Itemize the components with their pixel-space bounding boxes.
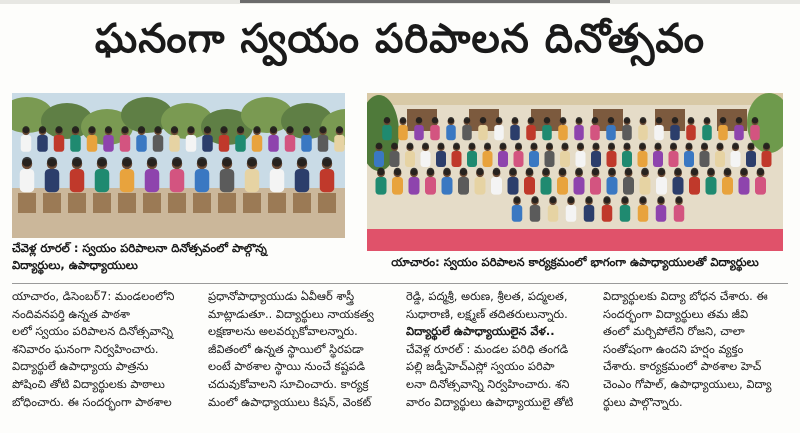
- article-column-2: [208, 288, 396, 428]
- person-body: [545, 151, 555, 167]
- person-body: [409, 177, 420, 195]
- person-body: [686, 125, 696, 140]
- article-line: చదువుకోవాలని సూచించారు. కార్యక్ర: [208, 376, 369, 391]
- article-line: జీవితంలో ఉన్నత స్థాయిలో స్థిరపడా: [208, 341, 364, 356]
- chair: [243, 193, 261, 213]
- person-hair: [480, 117, 486, 123]
- person-hair: [717, 143, 724, 150]
- person-hair: [732, 143, 739, 150]
- article-line: యాచారం, డిసెంబర్7: మండలంలోని: [12, 289, 175, 303]
- person-body: [560, 151, 570, 167]
- person-hair: [147, 157, 157, 167]
- person-hair: [322, 157, 332, 167]
- person-hair: [674, 168, 681, 175]
- person-hair: [624, 143, 631, 150]
- person-body: [750, 125, 760, 140]
- person-body: [602, 205, 613, 222]
- person-hair: [724, 168, 731, 175]
- person-body: [491, 177, 502, 195]
- chair: [43, 193, 61, 213]
- person-body: [620, 205, 631, 222]
- person-body: [674, 205, 685, 222]
- article-line: సుధారాణి, లక్ష్మణ్ తదితరులున్నారు.: [406, 306, 568, 321]
- person-hair: [531, 196, 538, 203]
- article-line: సందర్భంగా విద్యార్థులు తమ జీవి: [603, 306, 749, 321]
- person-body: [414, 125, 424, 140]
- person-hair: [655, 143, 662, 150]
- person-body: [103, 135, 114, 152]
- person-hair: [121, 126, 128, 133]
- person-body: [755, 177, 766, 195]
- article-line: బోధించారు. ఈ సందర్భంగా పాఠశాల: [12, 394, 172, 409]
- person-hair: [752, 117, 758, 123]
- person-hair: [592, 168, 599, 175]
- article-line: మాట్లాడుతూ.. విద్యార్థులు నాయకత్వ: [208, 306, 374, 321]
- red-floor: [367, 229, 783, 251]
- person-body: [584, 205, 595, 222]
- person-hair: [253, 126, 260, 133]
- person-body: [458, 177, 469, 195]
- person-hair: [720, 117, 726, 123]
- person-body: [654, 125, 664, 140]
- person-hair: [22, 126, 29, 133]
- person-hair: [546, 143, 553, 150]
- person-body: [622, 151, 632, 167]
- person-body: [475, 177, 486, 195]
- person-body: [574, 125, 584, 140]
- person-hair: [704, 117, 710, 123]
- article-line: తంలో మర్చిపోలేని రోజని, చాలా: [603, 324, 745, 339]
- person-body: [557, 177, 568, 195]
- person-hair: [286, 126, 293, 133]
- person-body: [669, 151, 679, 167]
- person-hair: [512, 117, 518, 123]
- person-hair: [531, 143, 538, 150]
- person-hair: [464, 117, 470, 123]
- person-body: [169, 135, 180, 152]
- person-hair: [39, 126, 46, 133]
- article-line: ర్థులు పాల్గొన్నారు.: [603, 394, 683, 409]
- person-body: [548, 205, 559, 222]
- person-hair: [639, 196, 646, 203]
- person-body: [715, 151, 725, 167]
- person-hair: [593, 143, 600, 150]
- chair: [18, 193, 36, 213]
- person-body: [87, 135, 98, 152]
- person-hair: [656, 117, 662, 123]
- person-body: [268, 135, 279, 152]
- person-body: [145, 169, 160, 192]
- top-border: [0, 0, 800, 4]
- person-body: [623, 177, 634, 195]
- person-body: [452, 151, 462, 167]
- person-hair: [484, 143, 491, 150]
- person-hair: [272, 157, 282, 167]
- person-body: [45, 169, 60, 192]
- person-hair: [22, 157, 32, 167]
- person-hair: [513, 196, 520, 203]
- article-line: పల్లి జడ్పీహెచ్ఎస్లో స్వయం పరిపా: [406, 359, 555, 374]
- article-column-4: [603, 288, 788, 428]
- person-body: [498, 151, 508, 167]
- person-body: [202, 135, 213, 152]
- person-hair: [88, 126, 95, 133]
- group-photo-right: [367, 93, 783, 251]
- person-body: [270, 169, 285, 192]
- person-hair: [55, 126, 62, 133]
- person-body: [673, 177, 684, 195]
- person-body: [638, 205, 649, 222]
- roof-band: [367, 93, 783, 105]
- person-hair: [460, 168, 467, 175]
- person-body: [731, 151, 741, 167]
- person-body: [622, 125, 632, 140]
- person-body: [653, 151, 663, 167]
- person-hair: [394, 168, 401, 175]
- article-line: విద్యార్థులే ఉపాధ్యాయ పాత్రను: [12, 359, 149, 374]
- photo-yacharam-group: [367, 93, 783, 251]
- chair: [118, 193, 136, 213]
- person-hair: [377, 168, 384, 175]
- person-body: [285, 135, 296, 152]
- person-hair: [384, 117, 390, 123]
- chair: [193, 193, 211, 213]
- person-body: [576, 151, 586, 167]
- person-hair: [608, 143, 615, 150]
- person-hair: [625, 168, 632, 175]
- person-hair: [72, 126, 79, 133]
- article-line: లనా దినోత్సవాన్ని నిర్వహించారు. శని: [406, 376, 570, 391]
- article-line: చెంఎం గోపాల్, ఉపాధ్యాయులు, విద్యా: [603, 376, 772, 391]
- person-body: [120, 169, 135, 192]
- person-hair: [443, 168, 450, 175]
- person-hair: [496, 117, 502, 123]
- person-body: [606, 125, 616, 140]
- person-hair: [577, 143, 584, 150]
- person-hair: [567, 196, 574, 203]
- person-hair: [237, 126, 244, 133]
- person-body: [442, 177, 453, 195]
- person-hair: [407, 143, 414, 150]
- person-body: [219, 135, 230, 152]
- person-hair: [641, 168, 648, 175]
- person-hair: [427, 168, 434, 175]
- person-body: [591, 151, 601, 167]
- person-hair: [247, 157, 257, 167]
- article-line: మంలో ఉపాధ్యాయులు కిషన్, వెంకట్: [208, 394, 372, 409]
- person-body: [529, 151, 539, 167]
- person-hair: [509, 168, 516, 175]
- person-body: [220, 169, 235, 192]
- person-hair: [376, 143, 383, 150]
- top-rule: [240, 0, 610, 3]
- person-body: [462, 125, 472, 140]
- person-hair: [448, 117, 454, 123]
- person-body: [494, 125, 504, 140]
- person-body: [37, 135, 48, 152]
- person-body: [421, 151, 431, 167]
- person-body: [739, 177, 750, 195]
- person-hair: [187, 126, 194, 133]
- person-body: [136, 135, 147, 152]
- article-line: లంటే పాఠశాల స్థాయి నుంచే కష్టపడి: [208, 359, 366, 374]
- person-hair: [686, 143, 693, 150]
- person-hair: [658, 168, 665, 175]
- person-hair: [432, 117, 438, 123]
- article-line: శనివారం ఘనంగా నిర్వహించారు.: [12, 341, 159, 356]
- person-hair: [336, 126, 343, 133]
- person-body: [607, 177, 618, 195]
- person-body: [390, 151, 400, 167]
- person-hair: [391, 143, 398, 150]
- person-body: [541, 177, 552, 195]
- person-body: [590, 125, 600, 140]
- person-body: [734, 125, 744, 140]
- person-body: [590, 177, 601, 195]
- person-body: [762, 151, 772, 167]
- person-hair: [220, 126, 227, 133]
- person-hair: [701, 143, 708, 150]
- person-hair: [270, 126, 277, 133]
- chair: [68, 193, 86, 213]
- person-body: [398, 125, 408, 140]
- person-body: [510, 125, 520, 140]
- person-hair: [736, 117, 742, 123]
- article-line: చేవెళ్ల రూరల్ : మండల పరిధి తంగడి: [406, 341, 569, 356]
- person-hair: [560, 117, 566, 123]
- person-hair: [72, 157, 82, 167]
- person-body: [607, 151, 617, 167]
- person-hair: [416, 117, 422, 123]
- section-divider: [12, 283, 788, 284]
- person-body: [320, 169, 335, 192]
- person-hair: [303, 126, 310, 133]
- caption-left-line1: చేవెళ్ల రూరల్ : స్వయం పరిపాలనా దినోత్సవంలో పాల్గొన్న: [12, 241, 267, 255]
- person-body: [558, 125, 568, 140]
- person-body: [195, 169, 210, 192]
- chair: [218, 193, 236, 213]
- caption-left-line2: విద్యార్థులు, ఉపాధ్యాయులు: [12, 258, 138, 272]
- person-hair: [657, 196, 664, 203]
- subheading: విద్యార్థులే ఉపాధ్యాయులైన వేళ..: [406, 324, 555, 339]
- article-line: నందివనపర్తి ఉన్నత పాఠశా: [12, 306, 130, 321]
- person-hair: [544, 117, 550, 123]
- person-body: [638, 151, 648, 167]
- article-line: చేశారు. కార్యక్రమంలో పాఠశాల హెచ్: [603, 359, 762, 374]
- person-hair: [97, 157, 107, 167]
- person-body: [318, 135, 329, 152]
- person-hair: [675, 196, 682, 203]
- article-line: పోషించి తోటి విద్యార్థులకు పాఠాలు: [12, 376, 165, 391]
- person-body: [295, 169, 310, 192]
- article-line: ప్రధానోపాధ్యాయుడు ఏవీఆర్ శాస్త్రీ: [208, 289, 355, 303]
- person-hair: [154, 126, 161, 133]
- article-column-3: [406, 288, 596, 428]
- person-body: [446, 125, 456, 140]
- person-body: [638, 125, 648, 140]
- person-body: [512, 205, 523, 222]
- person-body: [656, 205, 667, 222]
- person-hair: [542, 168, 549, 175]
- person-hair: [515, 143, 522, 150]
- person-hair: [469, 143, 476, 150]
- person-body: [689, 177, 700, 195]
- person-hair: [763, 143, 770, 150]
- person-body: [722, 177, 733, 195]
- person-hair: [740, 168, 747, 175]
- person-body: [514, 151, 524, 167]
- person-hair: [319, 126, 326, 133]
- person-hair: [500, 143, 507, 150]
- person-hair: [688, 117, 694, 123]
- person-hair: [608, 117, 614, 123]
- person-body: [235, 135, 246, 152]
- person-hair: [559, 168, 566, 175]
- person-body: [670, 125, 680, 140]
- person-hair: [204, 126, 211, 133]
- person-body: [382, 125, 392, 140]
- person-body: [425, 177, 436, 195]
- person-body: [656, 177, 667, 195]
- person-hair: [122, 157, 132, 167]
- person-body: [252, 135, 263, 152]
- person-body: [70, 135, 81, 152]
- person-body: [684, 151, 694, 167]
- person-hair: [528, 117, 534, 123]
- person-hair: [691, 168, 698, 175]
- chair: [93, 193, 111, 213]
- person-body: [526, 125, 536, 140]
- person-hair: [197, 157, 207, 167]
- person-body: [718, 125, 728, 140]
- person-hair: [748, 143, 755, 150]
- article-line: విద్యార్థులకు విద్యా బోధన చేశారు. ఈ: [603, 289, 768, 303]
- person-hair: [400, 117, 406, 123]
- person-hair: [297, 157, 307, 167]
- chair: [318, 193, 336, 213]
- person-body: [483, 151, 493, 167]
- person-body: [640, 177, 651, 195]
- person-hair: [608, 168, 615, 175]
- person-body: [170, 169, 185, 192]
- article-line: రెడ్డి, పద్మశ్రీ, అరుణ, శ్రీలత, పద్మలత,: [406, 289, 568, 303]
- person-body: [95, 169, 110, 192]
- person-body: [430, 125, 440, 140]
- person-hair: [585, 196, 592, 203]
- person-hair: [476, 168, 483, 175]
- person-body: [566, 205, 577, 222]
- person-body: [542, 125, 552, 140]
- person-hair: [453, 143, 460, 150]
- person-hair: [707, 168, 714, 175]
- person-body: [120, 135, 131, 152]
- chair: [168, 193, 186, 213]
- chair: [268, 193, 286, 213]
- person-hair: [757, 168, 764, 175]
- person-body: [467, 151, 477, 167]
- headline: ఘనంగా స్వయం పరిపాలన దినోత్సవం: [94, 16, 706, 62]
- person-body: [376, 177, 387, 195]
- person-hair: [670, 143, 677, 150]
- person-hair: [624, 117, 630, 123]
- person-body: [478, 125, 488, 140]
- person-hair: [493, 168, 500, 175]
- person-body: [530, 205, 541, 222]
- person-body: [436, 151, 446, 167]
- caption-left: [12, 240, 345, 280]
- person-body: [186, 135, 197, 152]
- article-line: లక్షణాలను అలవర్చుకోవాలన్నారు.: [208, 324, 358, 339]
- person-hair: [672, 117, 678, 123]
- person-hair: [410, 168, 417, 175]
- article-line: లలో స్వయం పరిపాలన దినోత్సవాన్ని: [12, 324, 173, 339]
- person-hair: [576, 117, 582, 123]
- article-column-1: [12, 288, 197, 428]
- person-hair: [549, 196, 556, 203]
- person-body: [70, 169, 85, 192]
- person-hair: [171, 126, 178, 133]
- chair: [143, 193, 161, 213]
- person-hair: [592, 117, 598, 123]
- person-body: [392, 177, 403, 195]
- person-body: [153, 135, 164, 152]
- article-line: వారం విద్యార్థులు ఉపాధ్యాయులై తోటి: [406, 394, 574, 409]
- person-body: [301, 135, 312, 152]
- person-hair: [562, 143, 569, 150]
- person-body: [700, 151, 710, 167]
- person-body: [574, 177, 585, 195]
- person-hair: [47, 157, 57, 167]
- person-body: [508, 177, 519, 195]
- person-body: [706, 177, 717, 195]
- person-hair: [603, 196, 610, 203]
- person-body: [702, 125, 712, 140]
- person-body: [20, 169, 35, 192]
- person-hair: [526, 168, 533, 175]
- person-body: [54, 135, 65, 152]
- group-photo-left: [12, 93, 345, 238]
- person-hair: [222, 157, 232, 167]
- person-body: [374, 151, 384, 167]
- chair: [293, 193, 311, 213]
- person-body: [405, 151, 415, 167]
- person-hair: [639, 143, 646, 150]
- person-hair: [422, 143, 429, 150]
- person-body: [524, 177, 535, 195]
- person-hair: [640, 117, 646, 123]
- article-line: సంతోషంగా ఉందని హర్షం వ్యక్తం: [603, 341, 744, 356]
- person-hair: [105, 126, 112, 133]
- person-hair: [172, 157, 182, 167]
- person-hair: [575, 168, 582, 175]
- person-body: [334, 135, 345, 152]
- caption-right: యాచారం: స్వయం పరిపాలన కార్యక్రమంలో భాగంగా ఉపాధ్యాయులతో విద్యార్థులు: [391, 255, 759, 269]
- person-body: [746, 151, 756, 167]
- person-hair: [621, 196, 628, 203]
- person-hair: [138, 126, 145, 133]
- person-body: [245, 169, 260, 192]
- person-body: [21, 135, 32, 152]
- photo-chevella-group: [12, 93, 345, 238]
- person-hair: [438, 143, 445, 150]
